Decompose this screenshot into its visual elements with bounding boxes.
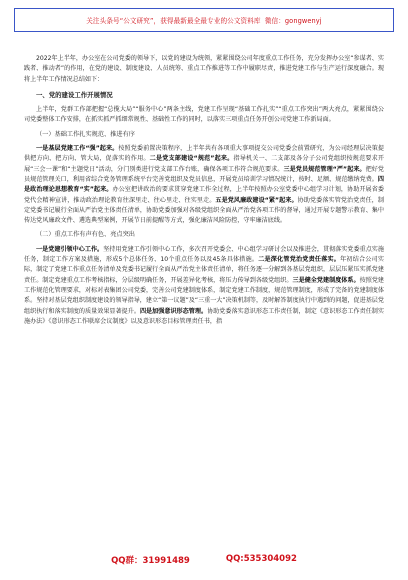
promo-banner (14, 8, 394, 32)
point-5-title: 五是党风廉政建设“紧”起来。 (215, 196, 298, 204)
point-4-title: 四是政治理论思想教育“实”起来。 (24, 175, 384, 194)
subsection-1-body (24, 144, 384, 226)
promo-separator (262, 16, 264, 24)
key-point-4-title: 四是加强意识形态管理。 (139, 307, 208, 315)
key-point-3-text: 按照党建工作规范化管理要求，对标对表集团公司党委，完善公司党建制度体系，制定党建工作制度，规范管理制度，形成了完备的党建制度体系。坚持对基层党组织制度建设的领导指导，建立“第一议题”及“三重一大”决策机制等，及时解答制度执行中遇到的问题，促进基层党组织执行和落实制度的质量效果显著提升。 (24, 276, 385, 315)
key-point-1-title: 一是党建引领中心工作。 (36, 245, 104, 253)
point-4-text: 办公室把讲政治的要求贯穿党建工作全过程，上半年按照办公室党委中心组学习计划，协助开展省委党代会精神宣讲，推动政治理论教育往深里走、往心里走、往实里走。 (24, 186, 385, 204)
point-3-text: 把好党员规范管理关口，利用省综合党务管理系统平台完善党组织及党员信息，开展党员培训学习情况统计，按时、足额、规范缴纳党费。 (24, 165, 384, 183)
qq-group-text: QQ群：31991489 (111, 556, 190, 566)
footer-contact (0, 554, 408, 566)
point-1-text: 按照党委前置决策程序，上半年共有各项重大事项提交公司党委会前置研究，为公司经理层决策提供把方向、把方向、管大局，促落实的作用。 (24, 145, 384, 163)
qq-number-text: QQ:535304092 (225, 554, 297, 564)
subsection-heading-1: （一）基础工作扎实规范、推进有序 (36, 130, 135, 138)
wechat-text: 微信：gongwenyj (264, 17, 322, 25)
key-point-2-title: 二是深化管党治党责任落实。 (258, 256, 341, 264)
key-point-1-text: 坚持用党建工作引领中心工作，多次召开党委会、中心组学习研讨会以及推进会，贯彻落实党委重点实施任务，制定工作方案及措施，形成5个总体任务、10个重点任务以及45条具体措施。 (24, 245, 385, 264)
subsection-heading-2: （二）重点工作有声有色、亮点突出 (36, 231, 135, 239)
point-2-title: 二是党支部建设“规范”起来。 (149, 155, 234, 163)
promo-text: 关注头条号“公文研究”，获得最新最全最专业的公文资料库 (86, 17, 261, 25)
point-3-title: 三是党员规范管理“严”起来。 (283, 165, 366, 173)
key-point-2-text: 年初结合公司实际，制定了党建工作重点任务清单及党委书记履行全面从严治党主体责任清单，将任务逐一分解到各基层党组织，层层压紧压实抓党建责任。制定党建重点工作考核指标，分层级明确任务，开展差异化考核，将压力传导到各级党组织。 (24, 256, 385, 284)
subsection-2-body (24, 245, 384, 327)
key-point-3-title: 三是健全党建制度体系。 (292, 276, 360, 284)
point-2-text: 指导机关一、二支部及各分子公司党组织按规范要求开展“三会一课”和“主题党日”活动，分门别类进行党支部工作台账，确保各项工作符合规范要求。 (24, 155, 385, 173)
point-1-title: 一是基层党建工作“强”起来。 (36, 145, 119, 153)
key-point-4-text: 协助党委落实意识形态工作责任制，制定《意识形态工作责任制实施办法》《意识形态工作联席会议制度》以及意识形态目标管理责任书，指 (24, 307, 385, 325)
section-heading: 一、党的建设工作开展情况 (36, 90, 113, 99)
point-5-text: 协助党委落实管党治党责任，制定党委书记履行全面从严治党主体责任清单，协助党委加强对各级党组织全面从严治党各项工作的督导，通过开展专题警示教育、集中传达党风廉政文件、遴选典型案例，开展节日前提醒等方式，强化廉洁风险防控，守牢廉洁底线。 (24, 196, 385, 225)
intro-paragraph: 2022年上半年，办公室在公司党委的领导下，以党的建设为统领，紧紧围绕公司年度重点工作任务，充分发挥办公室“参谋者、实践者、推动者”的作用，在党的建设、制度建设、人员统筹、重点工作推进等工作中履职尽责，推进党建工作与生产运行深度融合。现将上半年工作情况总结如下： (24, 55, 384, 83)
document-body (24, 54, 384, 327)
section-intro: 上半年，党群工作部把握“总揽大局”“服务中心”两条主线，党建工作呈现“基础工作扎实”“重点工作突出”两大亮点，紧紧围绕公司党委整体工作安排，在抓实抓严抓细常规性、基础性工作的同时，以落实三项重点任务开创公司党建工作新局面。 (24, 106, 384, 124)
